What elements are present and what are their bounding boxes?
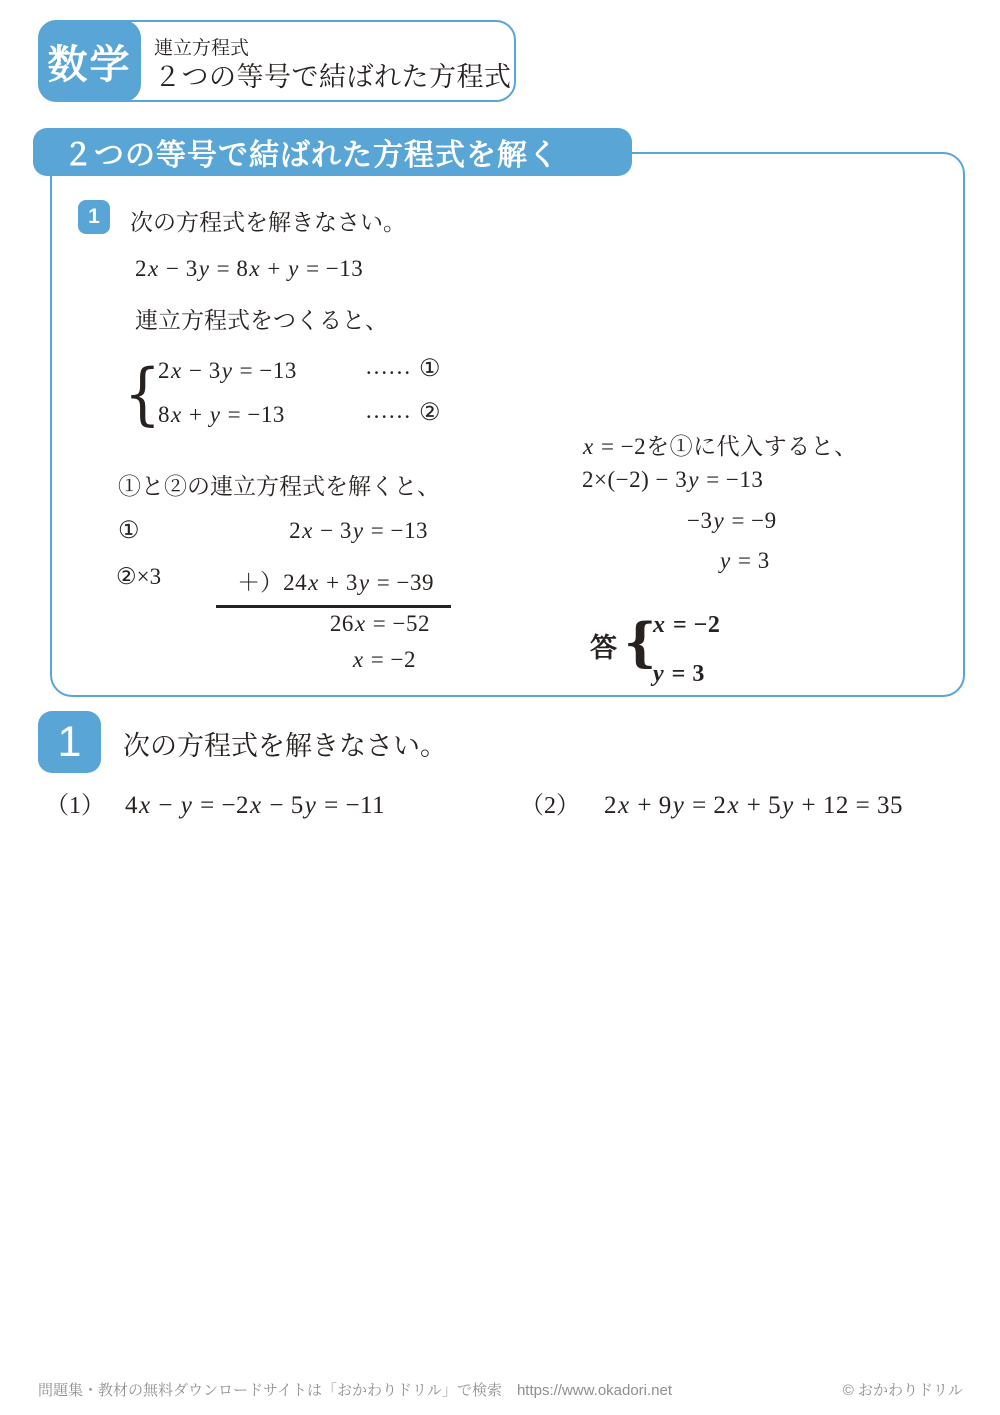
header-category: 連立方程式 xyxy=(154,38,250,59)
problem-2-number: （2） xyxy=(520,793,580,819)
elim-row1-label: ① xyxy=(118,518,140,544)
section-title-bar xyxy=(33,128,632,176)
problem-2-equation: 2x + 9y = 2x + 5y + 12 = 35 xyxy=(604,792,903,819)
example-equation: 2x − 3y = 8x + y = −13 xyxy=(135,256,364,281)
elimination-work xyxy=(116,514,452,689)
system-dots-1: …… xyxy=(365,354,411,379)
problem-number-badge: 1 xyxy=(38,711,101,773)
elim-plus-sign: ＋） xyxy=(237,570,284,595)
example-make-system-text: 連立方程式をつくると、 xyxy=(135,308,388,333)
system-eq-1: 2x − 3y = −13 xyxy=(158,358,297,383)
system-eq-2: 8x + y = −13 xyxy=(158,402,285,427)
answer-y: y = 3 xyxy=(653,661,705,687)
elim-row2-equation: 24x + 3y = −39 xyxy=(283,570,434,595)
addition-rule-line xyxy=(216,605,451,608)
header-title: ２つの等号で結ばれた方程式 xyxy=(154,62,512,92)
example-prompt: 次の方程式を解きなさい。 xyxy=(130,210,406,235)
solve-intro-text: ①と②の連立方程式を解くと、 xyxy=(118,474,440,499)
substitution-line3: y = 3 xyxy=(720,548,770,573)
system-brace: { xyxy=(124,354,161,434)
elim-row4-equation: x = −2 xyxy=(352,647,416,672)
system-label-1-icon: ① xyxy=(419,356,441,382)
elim-row2-label: ②×3 xyxy=(116,564,162,589)
answer-label: 答 xyxy=(590,633,617,663)
elim-row1-equation: 2x − 3y = −13 xyxy=(289,518,428,543)
system-dots-2: …… xyxy=(365,398,411,423)
substitution-intro: x = −2を①に代入すると、 xyxy=(583,434,858,459)
system-label-2-icon: ② xyxy=(419,400,441,426)
footer-site-info: 問題集・教材の無料ダウンロードサイトは「おかわりドリル」で検索 https://www.okadori.net xyxy=(38,1382,673,1399)
substitution-line2: −3y = −9 xyxy=(687,508,777,533)
footer-copyright: © おかわりドリル xyxy=(842,1382,963,1399)
example-box xyxy=(50,152,965,697)
answer-brace: { xyxy=(624,611,657,674)
problem-1-number: （1） xyxy=(45,793,105,819)
problem-item-1 xyxy=(45,785,385,820)
problem-item-2 xyxy=(520,785,903,820)
section-title: ２つの等号で結ばれた方程式を解く xyxy=(63,139,559,172)
problem-prompt: 次の方程式を解きなさい。 xyxy=(123,731,447,761)
footer xyxy=(38,1379,963,1400)
substitution-line1: 2×(−2) − 3y = −13 xyxy=(582,467,764,492)
example-number-badge: 1 xyxy=(78,200,110,234)
answer-x: x = −2 xyxy=(653,612,721,638)
elim-row3-equation: 26x = −52 xyxy=(329,611,430,636)
subject-badge: 数学 xyxy=(38,20,141,102)
elim-row2-line xyxy=(237,564,434,597)
problem-1-equation: 4x − y = −2x − 5y = −11 xyxy=(125,792,386,819)
